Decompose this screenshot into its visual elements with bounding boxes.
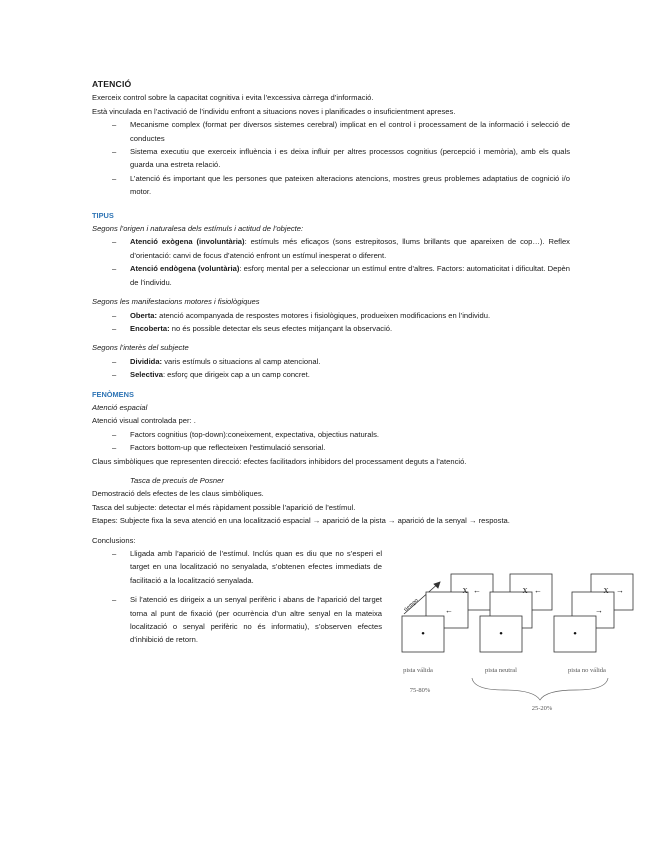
cue-valid-label: pista válida xyxy=(403,667,433,674)
posner-line: Etapes: Subjecte fixa la seva atenció en una localització espacial → aparició de la pista → aparició de la senyal → resposta. xyxy=(92,516,510,526)
intro-bullet: – Sistema executiu que exerceix influència i es deixa influir per altres processos cognitius (percepció i memòria), amb els quals guarda una estreta relació. xyxy=(112,147,570,170)
section-heading-tipus: TIPUS xyxy=(92,210,114,220)
list-item: – Factors bottom-up que reflecteixen l’estimulació sensorial. xyxy=(112,443,326,453)
intro-bullet-list xyxy=(92,118,570,198)
fenomens-subtitle: Atenció espacial xyxy=(92,402,148,412)
cue-arrow-right: → xyxy=(616,586,624,595)
cue-invalid-label: pista no válida xyxy=(568,667,606,674)
tipus-group-list xyxy=(92,235,570,289)
cue-neutral-label: pista neutral xyxy=(485,667,517,674)
page-title: ATENCIÓ xyxy=(92,79,132,89)
list-item: – Atenció exògena (involuntària): estímuls més eficaços (sons estrepitosos, llums brillants que apareixen de cop…). Reflex d’orientació: canvi de focus d’atenció enfront un estímul inesperat o diferent. xyxy=(112,237,570,260)
posner-line: Demostració dels efectes de les claus simbòliques. xyxy=(92,489,264,499)
posner-title: Tasca de precuis de Posner xyxy=(130,475,224,485)
list-item: – Oberta: atenció acompanyada de respostes motores i fisiològiques, produeixen modificacions en l’individu. xyxy=(112,310,491,320)
tipus-group-list xyxy=(92,355,570,382)
cue-arrow-left: ← xyxy=(473,586,481,595)
posner-line: Tasca del subjecte: detectar el més ràpidament possible l’aparició de l’estímul. xyxy=(92,502,356,512)
list-item: – Atenció endògena (voluntària): esforç mental per a seleccionar un estímul entre d’altres. Factors: automaticitat i dificultat. Depèn de l’individu. xyxy=(112,264,570,287)
fenomens-line: Atenció visual controlada per: . xyxy=(92,416,196,426)
tipus-group-title: Segons les manifestacions motores i fisiològiques xyxy=(92,297,260,307)
grouping-brace xyxy=(472,678,608,700)
cue-arrow-left: ← xyxy=(445,606,453,615)
tipus-group-title: Segons l’interès del subjecte xyxy=(92,343,189,353)
posner-figure xyxy=(394,566,644,716)
tipus-group-list xyxy=(92,309,570,336)
fixation-dot: • xyxy=(421,628,425,640)
fenomens-bullet-list xyxy=(92,428,570,455)
fenomens-line: Claus simbòliques que representen direcció: efectes facilitadors inhibidors del processament deguts a l’atenció. xyxy=(92,456,467,466)
pct-valid-label: 75-80% xyxy=(409,687,431,694)
intro-bullet: – L’atenció és important que les persones que pateixen alteracions atencions, mostres greus problemes adaptatius de cognició i/o motor. xyxy=(112,173,570,197)
cue-arrow-right: → xyxy=(595,606,603,615)
tipus-group-title: Segons l’origen i naturalesa dels estímuls i actitud de l’objecte: xyxy=(92,224,304,234)
time-arrowhead xyxy=(434,582,440,588)
time-label: tiempo xyxy=(403,597,420,614)
conclusions-title: Conclusions: xyxy=(92,535,136,545)
list-item: – Factors cognitius (top-down):coneixement, expectativa, objectius naturals. xyxy=(112,429,380,439)
document-page xyxy=(92,78,570,647)
list-item: – Selectiva: esforç que dirigeix cap a un camp concret. xyxy=(112,370,310,380)
fixation-dot: • xyxy=(499,628,503,640)
cue-arrow-left: ← xyxy=(534,586,542,595)
section-heading-fenomens: FENÒMENS xyxy=(92,389,134,399)
list-item: – Dividida: varis estímuls o situacions al camp atencional. xyxy=(112,356,321,366)
intro-line-2: Està vinculada en l’activació de l’individu enfront a situacions noves i planificades o insuficientment apreses. xyxy=(92,106,456,116)
list-item: – Si l’atenció es dirigeix a un senyal perifèric i abans de l’aparició del target torna al punt de fixació (per ocurrència d’un altre senyal en la mateixa localització o senyal perifèric no és informatiu), s’observen efectes d’inhibició de retorn. xyxy=(112,595,382,645)
fixation-dot: • xyxy=(573,628,577,640)
pct-other-label: 25-20% xyxy=(531,705,553,712)
box-x-label: X xyxy=(522,587,528,595)
intro-bullet: – Mecanisme complex (format per diversos sistemes cerebral) implicat en el control i processament de la informació i selecció de conductes xyxy=(112,120,570,143)
intro-line-1: Exerceix control sobre la capacitat cognitiva i evita l’excessiva càrrega d’informació. xyxy=(92,93,374,103)
list-item: – Lligada amb l’aparició de l’estímul. Inclús quan es diu que no s’esperi el target en una localització no senyalada, s’obtenen efectes immediats de facilitació a la localització senyalada. xyxy=(112,549,382,585)
box-x-label: X xyxy=(603,587,609,595)
box-x-label: X xyxy=(462,587,468,595)
list-item: – Encoberta: no és possible detectar els seus efectes mitjançant la observació. xyxy=(112,323,393,333)
